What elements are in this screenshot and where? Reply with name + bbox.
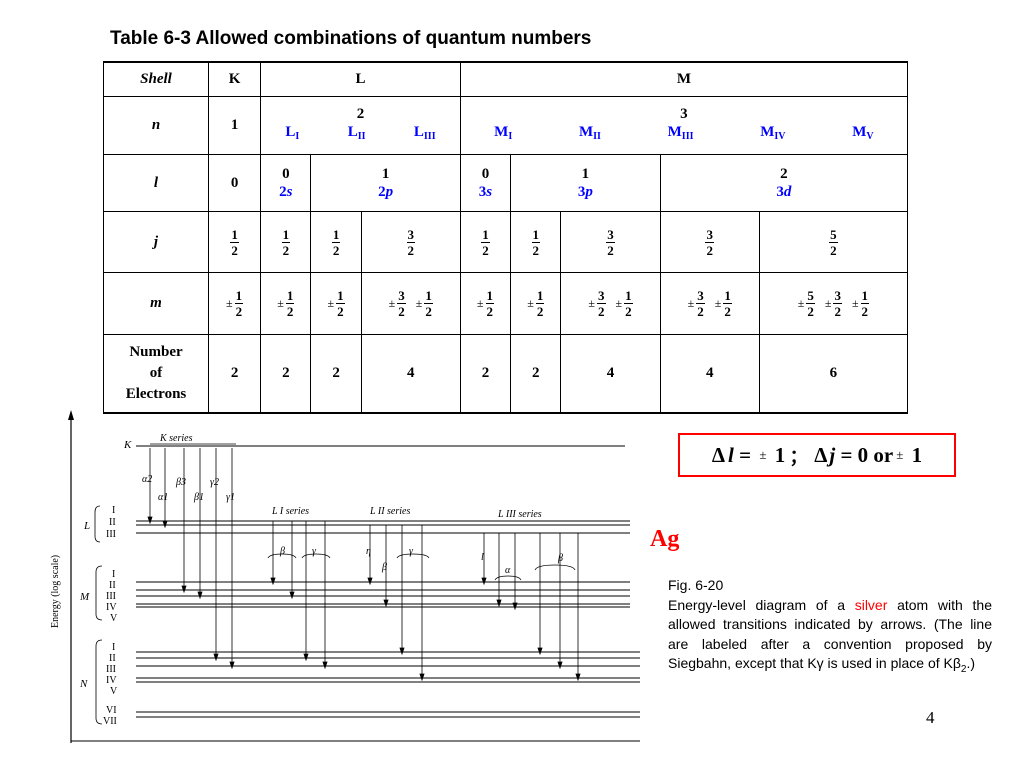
subshell-base: M	[760, 124, 775, 140]
delta-symbol: Δ	[711, 442, 725, 467]
l-cell-content	[261, 165, 310, 201]
subshell-sub: IV	[774, 131, 786, 142]
fraction-numerator: 1	[286, 288, 294, 303]
electrons-label-line: Number	[129, 344, 183, 360]
l-cell	[261, 155, 311, 212]
fraction-denominator: 2	[607, 242, 614, 258]
y-axis-label: Energy (log scale)	[50, 554, 61, 628]
orbital-n: 3	[776, 184, 784, 200]
subshell-label	[579, 123, 601, 146]
fraction	[806, 288, 815, 319]
fraction	[481, 227, 490, 258]
n-L-value: 2	[356, 106, 365, 122]
electron-count: 2	[511, 335, 561, 414]
fraction-numerator: 5	[807, 288, 814, 303]
m-value	[688, 288, 705, 319]
figure-description	[668, 596, 992, 680]
m-cell	[511, 273, 561, 335]
L-subshells	[261, 123, 460, 146]
j-cell	[511, 212, 561, 273]
subshell-sub: I	[508, 131, 513, 142]
subshell-label	[285, 123, 299, 146]
selection-rule-pm: ±	[759, 447, 767, 462]
subshell-label	[348, 123, 366, 146]
M-level-IV: IV	[106, 602, 117, 613]
table-header-row	[104, 62, 908, 97]
m-row	[104, 273, 908, 335]
L-level-II: II	[109, 517, 116, 528]
figure-number: Fig. 6-20	[668, 577, 724, 593]
fraction	[397, 288, 406, 319]
m-label: m	[104, 273, 209, 335]
m-value	[616, 288, 633, 319]
subshell-sub: I	[295, 131, 300, 142]
orbital-l: s	[486, 184, 493, 200]
caption-text-end: .)	[966, 655, 976, 671]
K-line-beta3: β3	[176, 477, 186, 488]
fraction-numerator: 1	[486, 288, 494, 303]
l-value: 0	[481, 166, 490, 182]
m-value	[852, 288, 869, 319]
K-line-gamma2: γ2	[210, 477, 219, 488]
figure-caption	[668, 576, 992, 679]
orbital-label	[511, 183, 660, 201]
electron-count: 6	[759, 335, 907, 414]
N-level-VII: VII	[103, 716, 117, 727]
orbital-n: 3	[478, 184, 487, 200]
subshell-base: L	[347, 124, 358, 140]
plus-minus: ±	[687, 296, 695, 310]
plus-minus: ±	[527, 296, 534, 310]
selection-rule-box	[678, 433, 956, 477]
selection-rule-sep: ；	[789, 444, 811, 468]
selection-rule-pm-2: ±	[896, 447, 904, 462]
fraction	[332, 227, 341, 258]
M-level-III: III	[106, 591, 116, 602]
orbital-label	[661, 183, 907, 201]
j-cell	[460, 212, 510, 273]
l-cell-content	[461, 165, 510, 201]
l-cell	[660, 155, 907, 212]
j-row	[104, 212, 908, 273]
fraction	[861, 288, 870, 319]
m-value	[825, 288, 842, 319]
fraction	[597, 288, 606, 319]
fraction-numerator: 3	[407, 226, 415, 242]
m-cell	[261, 273, 311, 335]
subshell-sub: V	[866, 131, 874, 142]
l-K: 0	[208, 155, 260, 212]
electrons-label	[104, 335, 209, 414]
subshell-sub: II	[357, 131, 366, 142]
L-label: L	[84, 520, 91, 532]
l-value: 1	[581, 166, 590, 182]
electron-count: 2	[460, 335, 510, 414]
fraction-denominator: 2	[286, 304, 294, 319]
plus-minus: ±	[388, 296, 396, 310]
n-K: 1	[208, 97, 260, 155]
L1-line-gamma: γ	[312, 546, 316, 557]
fraction	[235, 288, 244, 319]
plus-minus: ±	[851, 296, 859, 310]
N-level-III: III	[106, 664, 116, 675]
fraction-denominator: 2	[235, 304, 243, 319]
L2-line-beta: β	[382, 562, 387, 573]
n-label: n	[104, 97, 209, 155]
electron-count: 4	[660, 335, 759, 414]
fraction	[606, 227, 615, 258]
l-row	[104, 155, 908, 212]
fraction	[407, 227, 416, 258]
fraction-denominator: 2	[482, 242, 489, 258]
fraction-denominator: 2	[337, 304, 344, 319]
l-cell-content	[661, 165, 907, 201]
fraction-denominator: 2	[282, 242, 290, 258]
m-cell	[311, 273, 361, 335]
m-value	[477, 288, 494, 319]
fraction-numerator: 1	[425, 288, 432, 303]
m-value	[416, 288, 433, 319]
l-cell	[511, 155, 661, 212]
j-cell	[561, 212, 660, 273]
m-cell	[460, 273, 510, 335]
selection-rule-l: l	[728, 442, 734, 467]
l-cell-content	[311, 165, 459, 201]
K-series-label: K series	[160, 433, 193, 444]
j-cell	[759, 212, 907, 273]
fraction-numerator: 3	[398, 288, 405, 303]
N-level-V: V	[110, 686, 118, 697]
m-cell	[561, 273, 660, 335]
fraction-denominator: 2	[598, 304, 605, 319]
subshell-base: L	[285, 124, 296, 140]
orbital-l: s	[286, 184, 293, 200]
j-cell	[361, 212, 460, 273]
fraction	[705, 227, 714, 258]
subshell-label	[760, 123, 785, 146]
fraction-numerator: 3	[834, 288, 841, 303]
quantum-numbers-table	[103, 61, 908, 414]
subshell-base: M	[494, 124, 509, 140]
table-title: Table 6-3 Allowed combinations of quantum numbers	[110, 28, 592, 49]
l-value: 0	[282, 166, 290, 182]
fraction-numerator: 3	[697, 288, 704, 303]
l-cell	[311, 155, 460, 212]
caption-text-after: atom with the allowed transitions indicated by arrows. (The line are labeled after a convention proposed by Siegbahn, except that Kγ is used in place of Kβ	[668, 596, 992, 671]
j-cell	[311, 212, 361, 273]
plus-minus: ±	[277, 296, 284, 310]
subshell-sub: II	[593, 131, 601, 142]
fraction	[829, 227, 838, 258]
fraction-numerator: 3	[706, 226, 713, 242]
electron-count: 2	[311, 335, 361, 414]
header-shell: Shell	[104, 62, 209, 97]
fraction-denominator: 2	[830, 242, 837, 258]
page-number: 4	[926, 708, 935, 727]
plus-minus: ±	[327, 296, 335, 310]
caption-highlight: silver	[854, 596, 888, 613]
M-subshells	[461, 123, 907, 146]
orbital-l: p	[385, 184, 394, 200]
plus-minus: ±	[226, 296, 233, 310]
caption-sub: 2	[960, 663, 967, 675]
fraction-numerator: 1	[235, 288, 243, 303]
fraction-denominator: 2	[398, 304, 405, 319]
fraction-numerator: 3	[607, 226, 614, 242]
subshell-label	[494, 123, 512, 146]
L2-line-gamma: γ	[409, 546, 413, 557]
fraction-numerator: 1	[861, 288, 869, 303]
M-level-II: II	[109, 580, 116, 591]
fraction	[723, 288, 732, 319]
n-M-value: 3	[680, 106, 688, 122]
m-cell	[660, 273, 759, 335]
fraction	[536, 288, 545, 319]
M-level-V: V	[110, 613, 118, 624]
fraction-numerator: 1	[282, 226, 290, 242]
L3-line-beta: β	[558, 553, 563, 564]
plus-minus: ±	[714, 296, 722, 310]
electrons-label-line: of	[149, 365, 163, 381]
K-line-alpha1: α1	[158, 492, 169, 503]
subshell-base: L	[413, 124, 424, 140]
fraction-numerator: 1	[231, 226, 238, 242]
n-M	[460, 97, 907, 155]
plus-minus: ±	[415, 296, 423, 310]
fraction-denominator: 2	[861, 304, 869, 319]
fraction-numerator: 1	[337, 288, 344, 303]
m-cell	[361, 273, 460, 335]
subshell-base: M	[667, 124, 682, 140]
plus-minus: ±	[588, 296, 596, 310]
N-level-IV: IV	[106, 675, 117, 686]
l-cell	[460, 155, 510, 212]
subshell-sub: III	[423, 131, 436, 142]
fraction-numerator: 1	[532, 226, 540, 242]
m-cell	[759, 273, 907, 335]
electron-count: 2	[208, 335, 260, 414]
K-label: K	[124, 439, 132, 451]
n-L	[261, 97, 461, 155]
fraction-denominator: 2	[486, 304, 494, 319]
m-cell	[208, 273, 260, 335]
N-level-VI: VI	[106, 705, 117, 716]
L3-line-l: l	[481, 552, 484, 563]
element-label: Ag	[650, 526, 680, 552]
electron-count: 2	[261, 335, 311, 414]
plus-minus: ±	[476, 296, 484, 310]
L-level-III: III	[106, 529, 116, 540]
fraction-denominator: 2	[425, 304, 432, 319]
j-cell	[208, 212, 260, 273]
fraction	[336, 288, 345, 319]
fraction-numerator: 3	[598, 288, 605, 303]
L1-series-label: L I series	[272, 506, 310, 517]
orbital-label	[261, 183, 310, 201]
fraction-denominator: 2	[536, 304, 544, 319]
fraction-numerator: 1	[332, 226, 340, 242]
l-value: 2	[780, 166, 788, 182]
subshell-label	[414, 123, 436, 146]
fraction-denominator: 2	[625, 304, 632, 319]
electron-count: 4	[361, 335, 460, 414]
selection-rule-eq: =	[733, 442, 757, 467]
selection-rule-zero: = 0 or	[835, 442, 894, 467]
subshell-label	[852, 123, 873, 146]
fraction-denominator: 2	[231, 242, 238, 258]
selection-rule-j: j	[829, 442, 836, 467]
fraction	[486, 288, 495, 319]
delta-symbol-2: Δ	[814, 442, 828, 467]
L3-series-label: L III series	[498, 509, 542, 520]
electrons-row	[104, 335, 908, 414]
m-value	[226, 288, 243, 319]
l-value: 1	[381, 166, 390, 182]
fraction-denominator: 2	[407, 242, 415, 258]
K-line-beta1: β1	[194, 492, 204, 503]
m-value	[715, 288, 732, 319]
fraction-denominator: 2	[706, 242, 713, 258]
fraction	[282, 227, 291, 258]
subshell-base: M	[578, 124, 594, 140]
l-label: l	[104, 155, 209, 212]
N-label: N	[80, 678, 88, 690]
L2-line-eta: η	[366, 546, 371, 557]
plus-minus: ±	[615, 296, 623, 310]
L1-line-beta: β	[280, 546, 285, 557]
K-line-gamma1: γ1	[226, 492, 235, 503]
fraction-numerator: 5	[830, 226, 837, 242]
N-level-I: I	[112, 642, 116, 653]
orbital-n: 2	[378, 184, 386, 200]
selection-rule-one-2: 1	[906, 442, 923, 467]
plus-minus: ±	[824, 296, 832, 310]
m-value	[588, 288, 605, 319]
fraction-numerator: 1	[625, 288, 632, 303]
m-value	[328, 288, 345, 319]
fraction-denominator: 2	[697, 304, 704, 319]
plus-minus: ±	[797, 296, 805, 310]
n-row	[104, 97, 908, 155]
j-cell	[660, 212, 759, 273]
fraction-denominator: 2	[807, 304, 814, 319]
orbital-l: d	[783, 184, 792, 200]
fraction-denominator: 2	[532, 242, 540, 258]
subshell-base: M	[852, 124, 867, 140]
N-level-II: II	[109, 653, 116, 664]
m-value	[277, 288, 294, 319]
electron-count: 4	[561, 335, 660, 414]
fraction	[424, 288, 433, 319]
caption-text-before: Energy-level diagram of a	[668, 596, 855, 613]
M-level-I: I	[112, 569, 116, 580]
L3-line-alpha: α	[505, 565, 511, 576]
header-M: M	[460, 62, 907, 97]
fraction	[624, 288, 633, 319]
subshell-sub: III	[681, 131, 694, 142]
orbital-n: 3	[577, 184, 586, 200]
j-label: j	[104, 212, 209, 273]
m-value	[389, 288, 406, 319]
electrons-label-line: Electrons	[125, 386, 187, 402]
fraction-numerator: 1	[482, 226, 489, 242]
fraction	[696, 288, 705, 319]
fraction-denominator: 2	[834, 304, 841, 319]
m-value	[527, 288, 544, 319]
fraction	[230, 227, 239, 258]
M-label: M	[80, 591, 90, 603]
energy-level-diagram	[40, 408, 640, 748]
fraction	[286, 288, 295, 319]
fraction-numerator: 1	[724, 288, 731, 303]
L-level-I: I	[112, 505, 116, 516]
fraction	[532, 227, 541, 258]
fraction-denominator: 2	[332, 242, 340, 258]
orbital-n: 2	[279, 184, 287, 200]
orbital-l: p	[585, 184, 593, 200]
K-line-alpha2: α2	[142, 474, 153, 485]
orbital-label	[461, 183, 510, 201]
fraction-numerator: 1	[536, 288, 544, 303]
fraction	[833, 288, 842, 319]
header-K: K	[208, 62, 260, 97]
orbital-label	[311, 183, 459, 201]
m-value	[798, 288, 815, 319]
header-L: L	[261, 62, 461, 97]
fraction-denominator: 2	[724, 304, 731, 319]
L2-series-label: L II series	[370, 506, 411, 517]
l-cell-content	[511, 165, 660, 201]
j-cell	[261, 212, 311, 273]
subshell-label	[668, 123, 694, 146]
selection-rule-one: 1	[769, 442, 786, 467]
